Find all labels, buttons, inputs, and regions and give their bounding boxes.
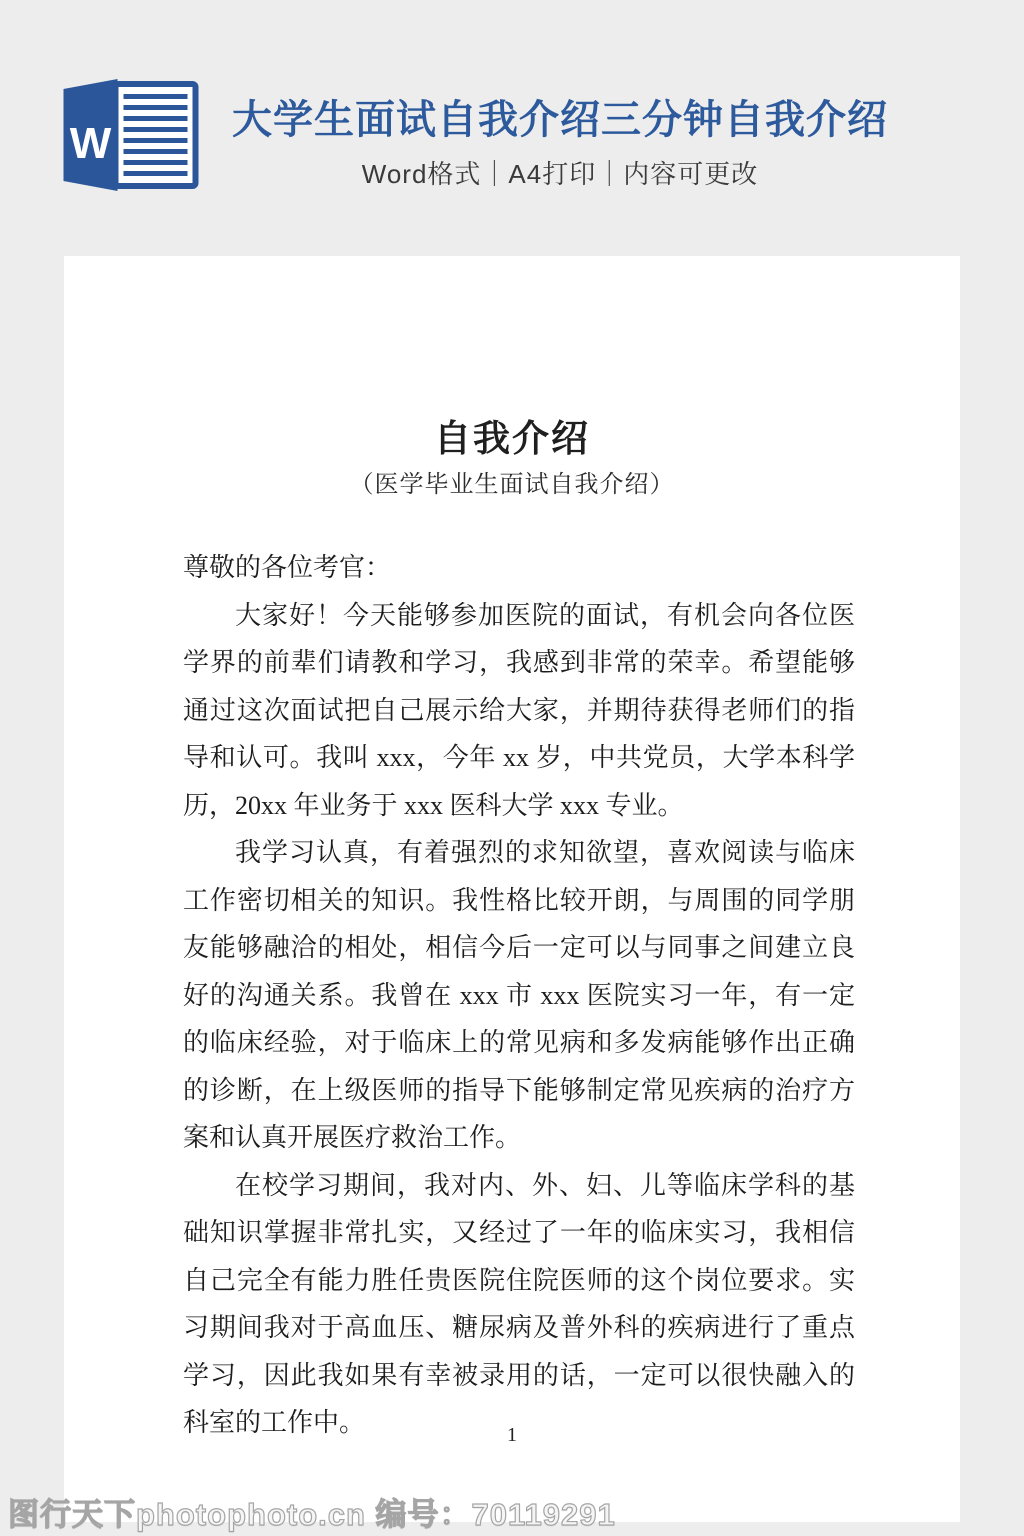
- document-subtitle: （医学毕业生面试自我介绍）: [349, 472, 675, 498]
- template-banner: [0, 0, 1024, 256]
- page-number: 1: [507, 1424, 517, 1446]
- banner-text-block: [110, 94, 1010, 191]
- document-body: [183, 544, 855, 1447]
- document-title: 自我介绍: [434, 418, 590, 459]
- salutation-paragraph: 尊敬的各位考官：: [183, 553, 392, 582]
- watermark-text: 图行天下photophoto.cn 编号：70119291: [8, 1497, 616, 1532]
- word-icon-letter: W: [69, 119, 112, 168]
- body-paragraph: 我学习认真，有着强烈的求知欲望，喜欢阅读与临床工作密切相关的知识。我性格比较开朗，与周围的同学朋友能够融洽的相处，相信今后一定可以与同事之间建立良好的沟通关系。我曾在 xxx 市 xxx 医院实习一年，有一定的临床经验，对于临床上的常见病和多发病能够作出正确的诊断，在上级医师的指导下能够制定常见疾病的治疗方案和认真开展医疗救治工作。: [183, 838, 855, 1152]
- document-page: [64, 256, 960, 1522]
- banner-title: 大学生面试自我介绍三分钟自我介绍: [232, 98, 888, 142]
- body-paragraph: 大家好！今天能够参加医院的面试，有机会向各位医学界的前辈们请教和学习，我感到非常的荣幸。希望能够通过这次面试把自己展示给大家，并期待获得老师们的指导和认可。我叫 xxx，今年 xx 岁，中共党员，大学本科学历，20xx 年业务于 xxx 医科大学 xxx 专业。: [183, 600, 855, 820]
- banner-subtitle: Word格式｜A4打印｜内容可更改: [361, 159, 759, 189]
- body-paragraph: 在校学习期间，我对内、外、妇、儿等临床学科的基础知识掌握非常扎实，又经过了一年的临床实习，我相信自己完全有能力胜任贵医院住院医师的这个岗位要求。实习期间我对于高血压、糖尿病及普外科的疾病进行了重点学习，因此我如果有幸被录用的话，一定可以很快融入的科室的工作中。: [183, 1170, 855, 1437]
